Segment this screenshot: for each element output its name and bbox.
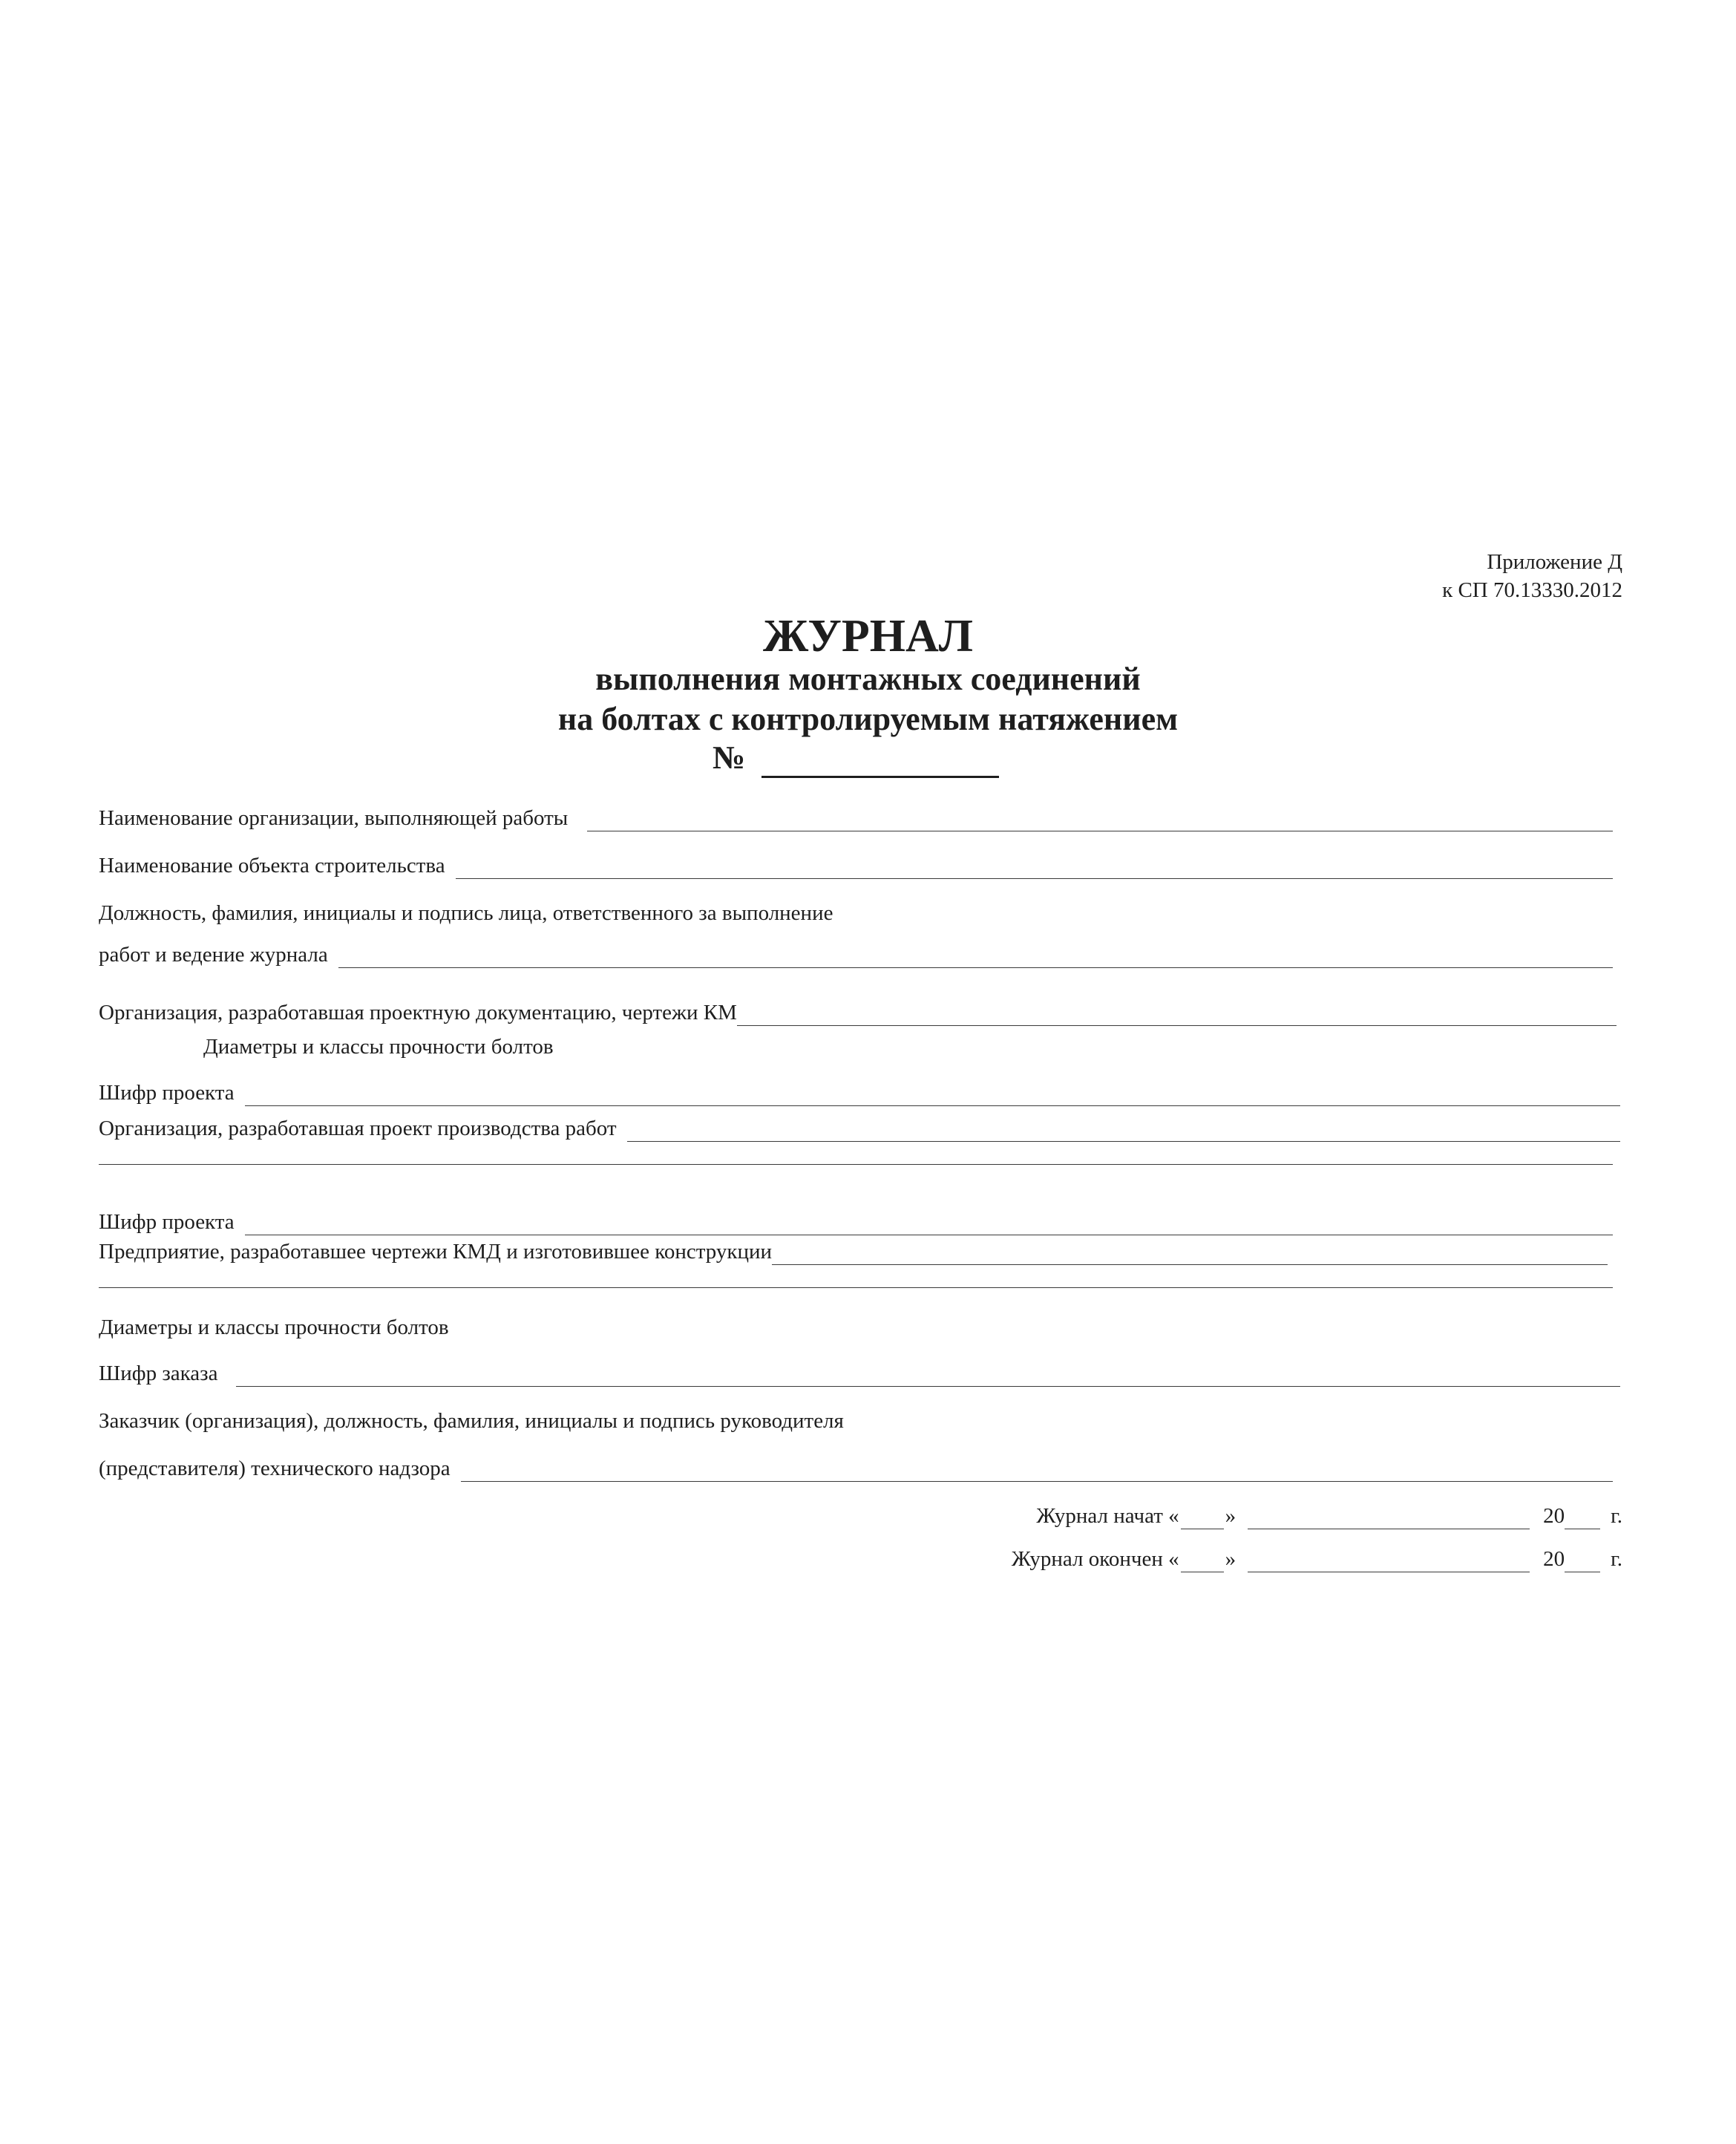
org-performing-field[interactable]: [587, 810, 1613, 831]
journal-started-label: Журнал начат «: [1036, 1504, 1179, 1528]
journal-started-year-prefix: 20: [1543, 1504, 1565, 1528]
journal-subtitle-line-1: выполнения монтажных соединений: [595, 661, 1141, 697]
journal-title: ЖУРНАЛ: [763, 611, 973, 661]
customer-row: [99, 1455, 1613, 1482]
project-code-1-label: Шифр проекта: [99, 1081, 235, 1105]
project-code-2-field[interactable]: [245, 1214, 1613, 1235]
kmd-enterprise-label: Предприятие, разработавшее чертежи КМД и изготовившее конструкции: [99, 1240, 773, 1264]
kmd-enterprise-row: [99, 1238, 1608, 1265]
journal-subtitle: [0, 659, 1736, 739]
journal-ended-close-quote: »: [1225, 1547, 1237, 1571]
object-name-label: Наименование объекта строительства: [99, 854, 445, 877]
journal-number: [713, 738, 999, 778]
object-name-field[interactable]: [456, 857, 1613, 879]
bolt-classes-label-2: Диаметры и классы прочности болтов: [99, 1316, 449, 1339]
design-org-label: Организация, разработавшая проектную документацию, чертежи КМ: [99, 1001, 737, 1024]
journal-ended-year-field[interactable]: [1565, 1551, 1600, 1572]
number-sign: №: [713, 739, 746, 776]
org-performing-row: [99, 805, 1613, 831]
journal-ended-row: [1012, 1546, 1622, 1572]
project-code-1-field[interactable]: [245, 1085, 1620, 1106]
journal-subtitle-line-2: на болтах с контролируемым натяжением: [557, 701, 1179, 737]
order-code-label: Шифр заказа: [99, 1362, 218, 1385]
responsible-row: [99, 941, 1613, 968]
journal-started-row: [1036, 1503, 1622, 1529]
responsible-label-line-1: Должность, фамилия, инициалы и подпись лица, ответственного за выполнение: [99, 901, 833, 925]
ppr-org-label: Организация, разработавшая проект производства работ: [99, 1117, 617, 1140]
journal-started-month-field[interactable]: [1248, 1508, 1530, 1529]
object-name-row: [99, 852, 1613, 879]
ppr-org-field[interactable]: [627, 1120, 1620, 1142]
kmd-enterprise-field[interactable]: [772, 1243, 1608, 1265]
project-code-2-row: [99, 1209, 1613, 1235]
design-org-row: [99, 999, 1617, 1026]
customer-label-line-2: (представителя) технического надзора: [99, 1457, 451, 1480]
order-code-field[interactable]: [236, 1365, 1621, 1387]
journal-ended-label: Журнал окончен «: [1011, 1547, 1179, 1571]
ppr-org-continuation-field[interactable]: [99, 1164, 1613, 1165]
bolt-classes-label-1: Диаметры и классы прочности болтов: [203, 1035, 554, 1059]
journal-started-year-suffix: г.: [1611, 1504, 1622, 1528]
journal-ended-day-field[interactable]: [1181, 1551, 1224, 1572]
appendix-line-2: к СП 70.13330.2012: [1442, 578, 1622, 602]
kmd-enterprise-continuation-field[interactable]: [99, 1287, 1613, 1288]
journal-ended-month-field[interactable]: [1248, 1551, 1530, 1572]
journal-started-close-quote: »: [1225, 1504, 1237, 1528]
org-performing-label: Наименование организации, выполняющей работы: [99, 806, 569, 830]
design-org-field[interactable]: [737, 1004, 1617, 1026]
responsible-field[interactable]: [338, 947, 1613, 968]
project-code-2-label: Шифр проекта: [99, 1210, 235, 1234]
appendix-reference: [1442, 548, 1622, 604]
journal-ended-year-suffix: г.: [1611, 1547, 1622, 1571]
project-code-1-row: [99, 1079, 1620, 1106]
customer-label-line-1: Заказчик (организация), должность, фамилия, инициалы и подпись руководителя: [99, 1409, 844, 1433]
ppr-org-row: [99, 1115, 1620, 1142]
journal-ended-year-prefix: 20: [1543, 1547, 1565, 1571]
responsible-label-line-2: работ и ведение журнала: [99, 943, 328, 967]
journal-started-year-field[interactable]: [1565, 1508, 1600, 1529]
appendix-line-1: Приложение Д: [1487, 550, 1622, 574]
customer-field[interactable]: [461, 1460, 1613, 1482]
journal-number-field[interactable]: [761, 746, 999, 778]
order-code-row: [99, 1360, 1620, 1387]
journal-started-day-field[interactable]: [1181, 1508, 1224, 1529]
